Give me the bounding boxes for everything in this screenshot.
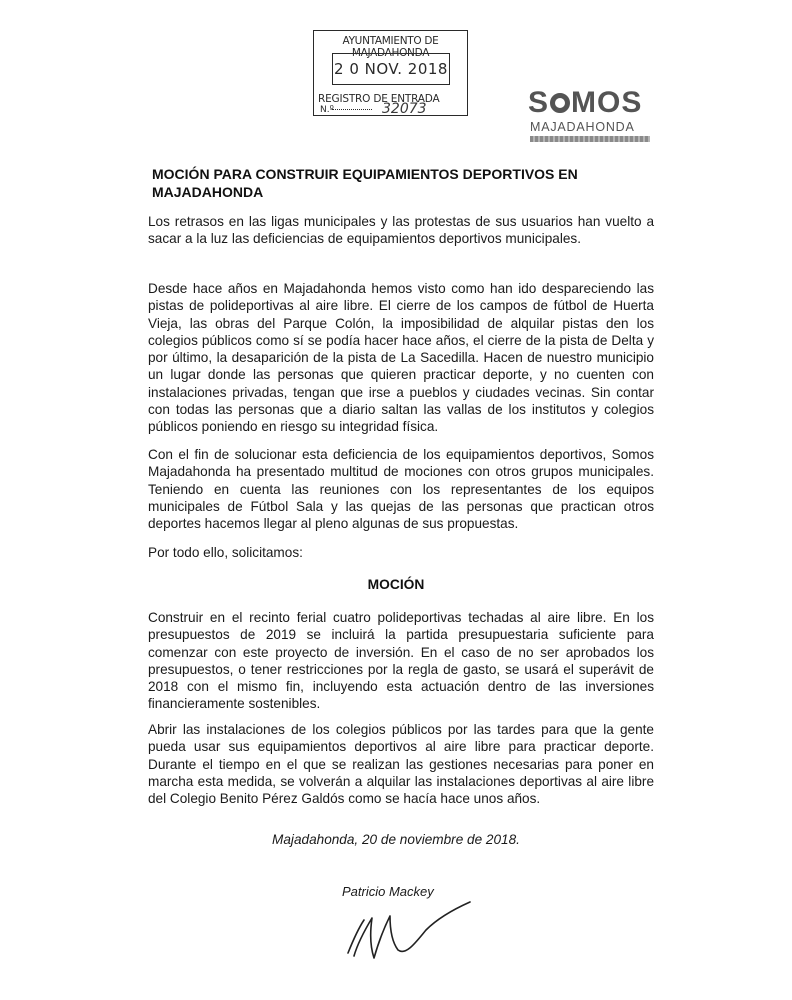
mocion-point-1: Construir en el recinto ferial cuatro polideportivas techadas al aire libre. En los presupuestos de 2019 se incluirá la partida presupuestaria suficiente para comenzar con este proyecto de inversión. En el caso de no ser aprobados los presupuestos, o tener restricciones por la regla de gasto, se usará el superávit de 2018 con el mismo fin, incluyendo esta actuación dentro de las inversiones financieramente sostenibles. xyxy=(148,610,654,712)
paragraph-intro: Los retrasos en las ligas municipales y las protestas de sus usuarios han vuelto a sacar a la luz las deficiencias de equipamientos deportivos municipales. xyxy=(148,214,654,247)
handwritten-signature xyxy=(340,898,480,968)
signer-name: Patricio Mackey xyxy=(342,884,434,899)
paragraph-request: Por todo ello, solicitamos: xyxy=(148,545,303,560)
logo-o-circle-icon xyxy=(550,93,570,113)
mocion-heading: MOCIÓN xyxy=(367,577,425,592)
logo-wordmark xyxy=(528,86,642,120)
paragraph-background: Desde hace años en Majadahonda hemos visto como han ido despareciendo las pistas de polideportivas al aire libre. El cierre de los campos de fútbol de Huerta Vieja, las obras del Parque Colón, la imposibilidad de alquilar pistas den los colegios públicos como sí se podía hacer hace años, el cierre de la pista de Delta y por último, la desaparición de la pista de La Sacedilla. Hacen de nuestro municipio un lugar donde las personas que quieren practicar deporte, y no cuenten con instalaciones privadas, tengan que irse a pueblos y ciudades vecinas. Sin contar con todas las personas que a diario saltan las vallas de los institutos y colegios públicos poniendo en riesgo su integridad física. xyxy=(148,281,654,435)
paragraph-solution: Con el fin de solucionar esta deficiencia de los equipamientos deportivos, Somos Majadahonda ha presentado multitud de mociones con otros grupos municipales. Teniendo en cuenta las reuniones con los representantes de los equipos municipales de Fútbol Sala y las quejas de las personas que practican otros deportes hacemos llegar al pleno algunas de sus propuestas. xyxy=(148,447,654,532)
registry-stamp xyxy=(313,30,468,116)
date-line: Majadahonda, 20 de noviembre de 2018. xyxy=(272,832,520,847)
mocion-point-2: Abrir las instalaciones de los colegios públicos por las tardes para que la gente pueda usar sus equipamientos deportivos al aire libre para practicar deporte. Durante el tiempo en el que se realizan las gestiones necesarias para poner en marcha esta medida, se volverán a alquilar las instalaciones deportivas al aire libre del Colegio Benito Pérez Galdós como se hacía hace unos años. xyxy=(148,722,654,807)
stamp-number: 32073 xyxy=(382,101,427,117)
logo-letter-s: S xyxy=(528,86,550,119)
logo-subtitle: MAJADAHONDA xyxy=(530,120,635,134)
logo-decorative-bar xyxy=(530,136,650,142)
stamp-dotted-line xyxy=(332,109,372,110)
stamp-organization: AYUNTAMIENTO DE MAJADAHONDA xyxy=(342,35,439,59)
somos-majadahonda-logo xyxy=(528,86,654,148)
document-title: MOCIÓN PARA CONSTRUIR EQUIPAMIENTOS DEPORTIVOS EN MAJADAHONDA xyxy=(152,166,578,200)
logo-letters-mos: MOS xyxy=(571,86,643,119)
stamp-number-label: N.º xyxy=(320,105,334,115)
stamp-date: 2 0 NOV. 2018 xyxy=(332,53,450,85)
stamp-registry-label: REGISTRO DE ENTRADA xyxy=(318,93,440,105)
